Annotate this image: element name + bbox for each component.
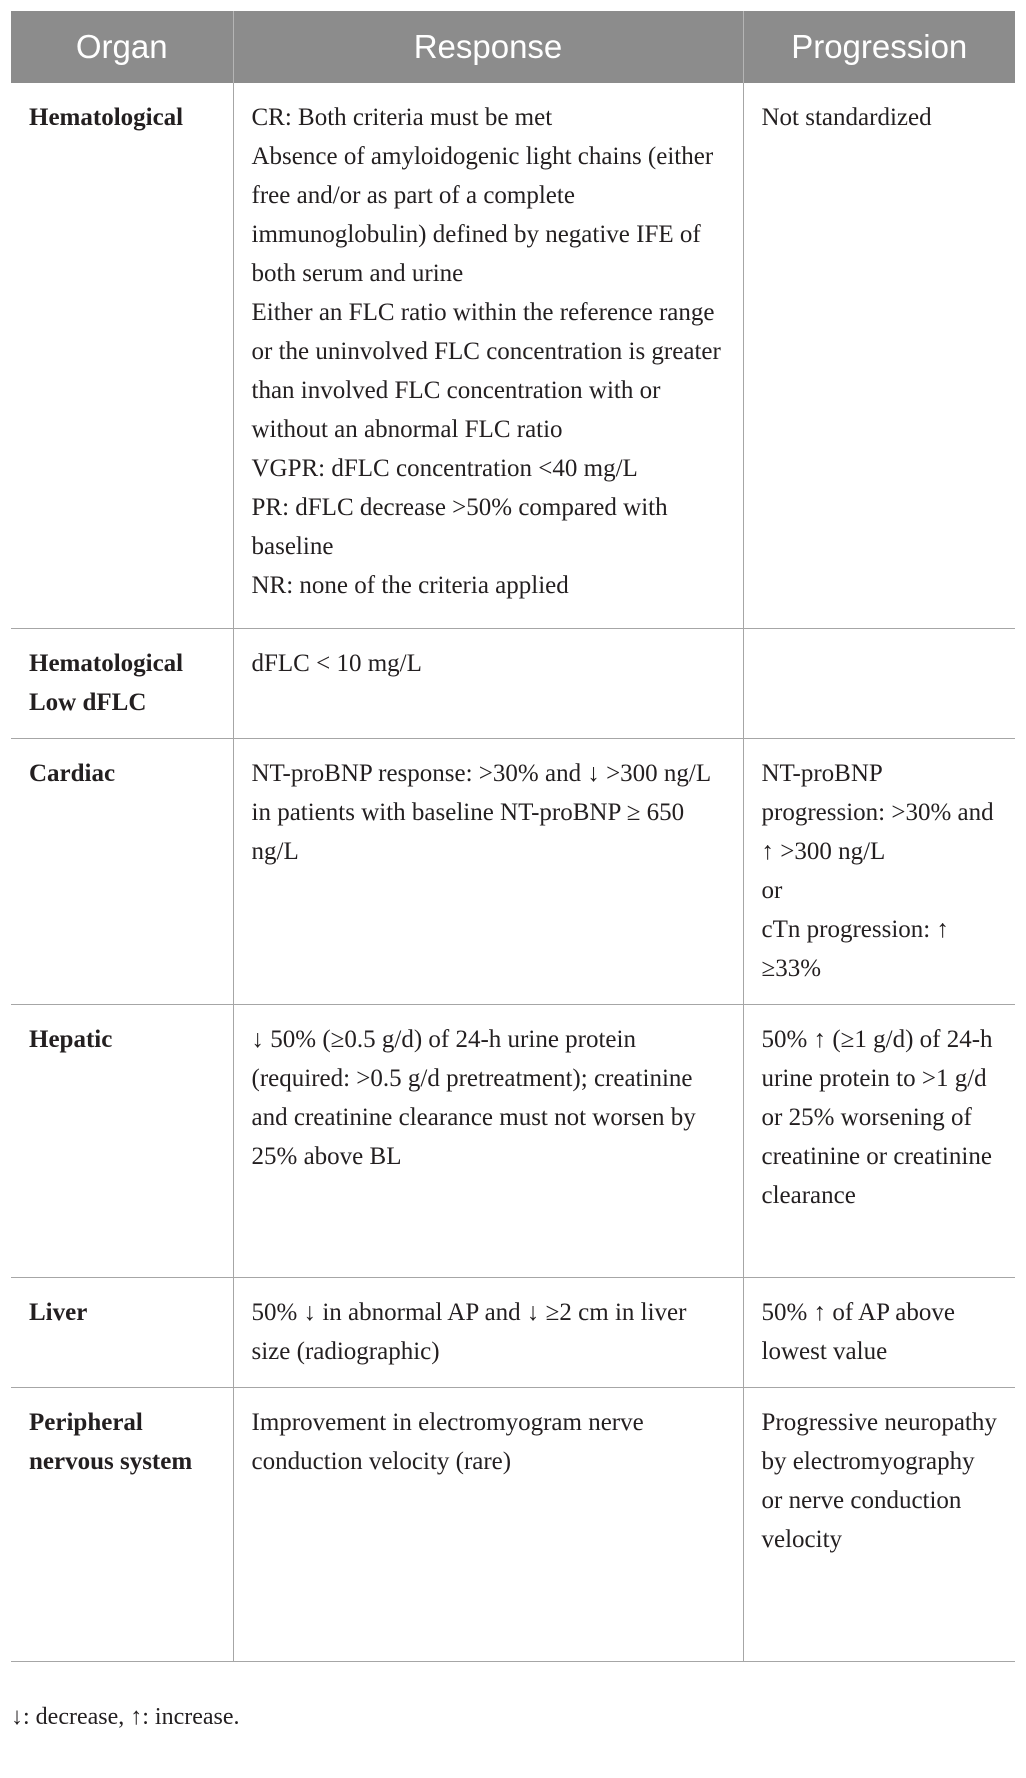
table-row: [11, 83, 1015, 629]
cell-organ: Liver: [11, 1278, 233, 1388]
cell-response: NT-proBNP response: >30% and ↓ >300 ng/L in patients with baseline NT-proBNP ≥ 650 ng/L: [233, 739, 743, 1005]
header-response: Response: [233, 11, 743, 83]
table-row: [11, 1005, 1015, 1278]
cell-progression: [743, 629, 1015, 739]
header-progression: Progression: [743, 11, 1015, 83]
table-row: [11, 739, 1015, 1005]
table-row: [11, 629, 1015, 739]
table-row: [11, 1388, 1015, 1662]
organ-response-table: [11, 11, 1015, 1662]
cell-organ: Cardiac: [11, 739, 233, 1005]
cell-response: 50% ↓ in abnormal AP and ↓ ≥2 cm in liver size (radiographic): [233, 1278, 743, 1388]
cell-response: CR: Both criteria must be met Absence of amyloidogenic light chains (either free and/or as part of a complete immunoglobulin) defined by negative IFE of both serum and urine Either an FLC ratio within the reference range or the uninvolved FLC concentration is greater than involved FLC concentration with or without an abnormal FLC ratio VGPR: dFLC concentration <40 mg/L PR: dFLC decrease >50% compared with baseline NR: none of the criteria applied: [233, 83, 743, 629]
criteria-table-container: [11, 11, 1015, 1662]
cell-response: ↓ 50% (≥0.5 g/d) of 24-h urine protein (required: >0.5 g/d pretreatment); creatinine and creatinine clearance must not worsen by 25% above BL: [233, 1005, 743, 1278]
cell-organ: Peripheral nervous system: [11, 1388, 233, 1662]
table-footnote: ↓: decrease, ↑: increase.: [11, 1704, 240, 1730]
cell-response: dFLC < 10 mg/L: [233, 629, 743, 739]
cell-progression: NT-proBNP progression: >30% and ↑ >300 ng/L or cTn progression: ↑ ≥33%: [743, 739, 1015, 1005]
cell-organ: Hematological Low dFLC: [11, 629, 233, 739]
table-row: [11, 1278, 1015, 1388]
cell-progression: Not standardized: [743, 83, 1015, 629]
cell-organ: Hematological: [11, 83, 233, 629]
table-header-row: [11, 11, 1015, 83]
cell-progression: 50% ↑ of AP above lowest value: [743, 1278, 1015, 1388]
cell-progression: 50% ↑ (≥1 g/d) of 24-h urine protein to >1 g/d or 25% worsening of creatinine or creatinine clearance: [743, 1005, 1015, 1278]
cell-progression: Progressive neuropathy by electromyography or nerve conduction velocity: [743, 1388, 1015, 1662]
cell-organ: Hepatic: [11, 1005, 233, 1278]
header-organ: Organ: [11, 11, 233, 83]
cell-response: Improvement in electromyogram nerve conduction velocity (rare): [233, 1388, 743, 1662]
